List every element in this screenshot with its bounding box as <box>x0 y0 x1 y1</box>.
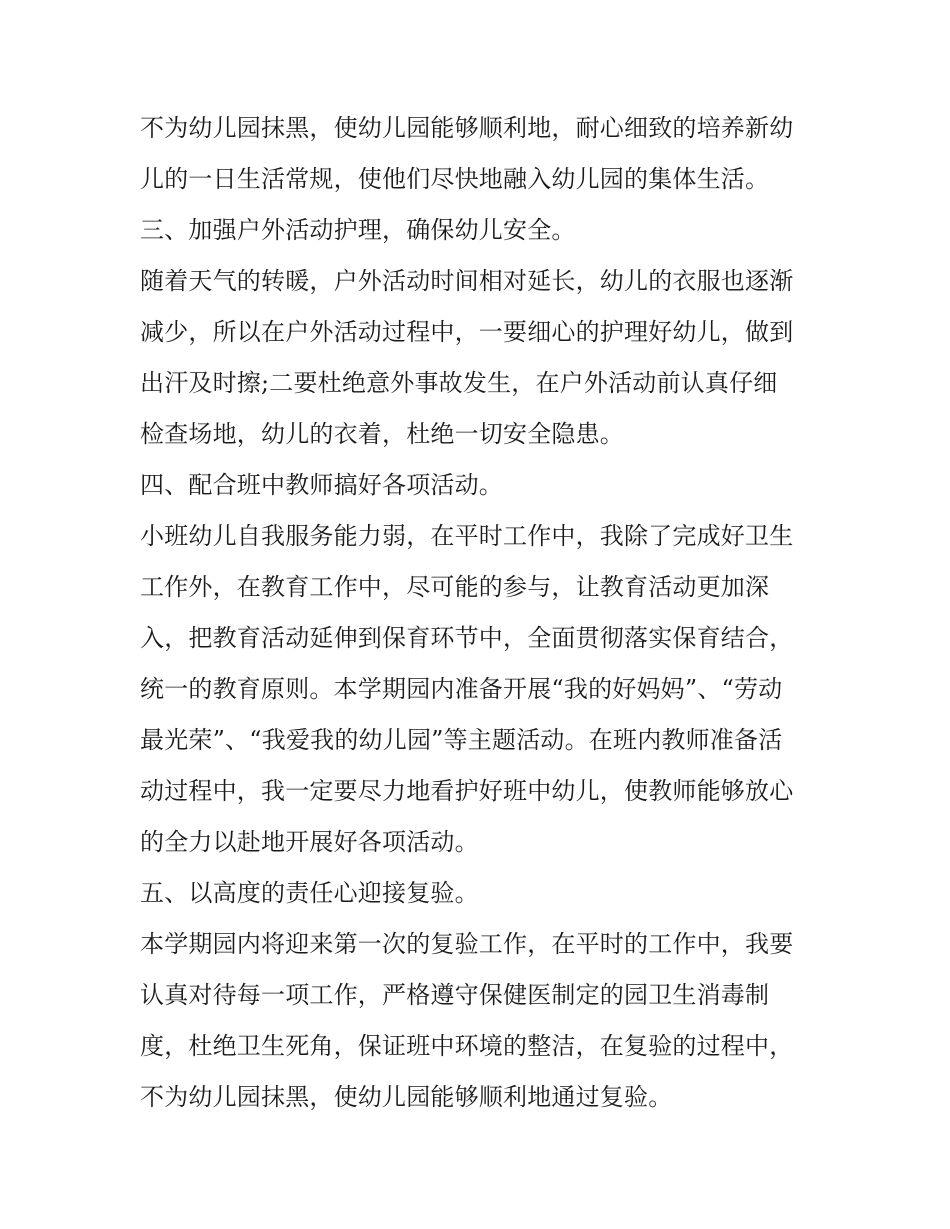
text-line-14: 动过程中，我一定要尽力地看护好班中幼儿，使教师能够放心 <box>140 777 794 805</box>
text-line-19: 度，杜绝卫生死角，保证班中环境的整洁，在复验的过程中， <box>140 1032 794 1060</box>
text-line-12: 统一的教育原则。本学期园内准备开展“我的好妈妈”、“劳动 <box>140 675 783 703</box>
text-line-20: 不为幼儿园抹黑，使幼儿园能够顺利地通过复验。 <box>140 1083 673 1111</box>
text-line-13: 最光荣”、“我爱我的幼儿园”等主题活动。在班内教师准备活 <box>140 726 783 754</box>
section-heading-3: 三、加强户外活动护理，确保幼儿安全。 <box>140 216 576 244</box>
text-line-1: 不为幼儿园抹黑，使幼儿园能够顺利地，耐心细致的培养新幼 <box>140 114 794 142</box>
text-line-10: 工作外，在教育工作中，尽可能的参与，让教育活动更加深 <box>140 573 770 601</box>
text-line-6: 出汗及时擦;二要杜绝意外事故发生，在户外活动前认真仔细 <box>140 369 778 397</box>
section-heading-5: 五、以高度的责任心迎接复验。 <box>140 879 479 907</box>
document-body <box>140 103 820 1123</box>
text-line-17: 本学期园内将迎来第一次的复验工作，在平时的工作中，我要 <box>140 930 794 958</box>
text-line-7: 检查场地，幼儿的衣着，杜绝一切安全隐患。 <box>140 420 624 448</box>
section-heading-4: 四、配合班中教师搞好各项活动。 <box>140 471 503 499</box>
text-line-5: 减少，所以在户外活动过程中，一要细心的护理好幼儿，做到 <box>140 318 794 346</box>
text-line-15: 的全力以赴地开展好各项活动。 <box>140 828 479 856</box>
text-line-4: 随着天气的转暖，户外活动时间相对延长，幼儿的衣服也逐渐 <box>140 267 794 295</box>
text-line-18: 认真对待每一项工作，严格遵守保健医制定的园卫生消毒制 <box>140 981 770 1009</box>
text-line-11: 入，把教育活动延伸到保育环节中，全面贯彻落实保育结合， <box>140 624 794 652</box>
text-line-9: 小班幼儿自我服务能力弱，在平时工作中，我除了完成好卫生 <box>140 522 794 550</box>
text-line-2: 儿的一日生活常规，使他们尽快地融入幼儿园的集体生活。 <box>140 165 770 193</box>
